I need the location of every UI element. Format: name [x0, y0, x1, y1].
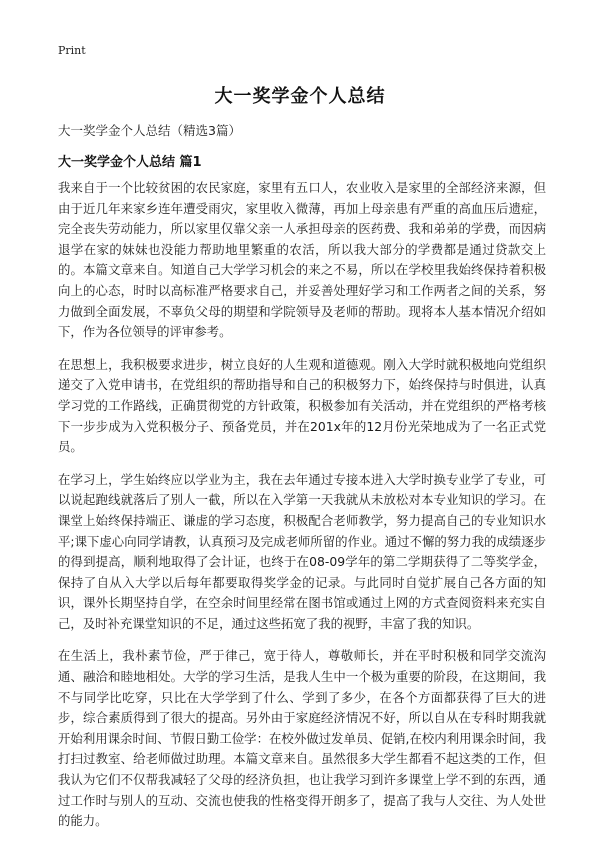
page-title: 大一奖学金个人总结: [214, 86, 386, 107]
article-body: [58, 178, 546, 844]
document-subtitle: 大一奖学金个人总结（精选3篇）: [58, 123, 241, 138]
paragraph-family-background: 我来自于一个比较贫困的农民家庭，家里有五口人，农业收入是家里的全部经济来源，但由于近几年来家乡连年遭受雨灾，家里收入微薄，再加上母亲患有严重的高血压后遗症，完全丧失劳动能力，所以家里仅靠父亲一人承担母亲的医药费、我和弟弟的学费，而因病退学在家的妹妹也没能力帮助地里繁重的农活，所以我大部分的学费都是通过贷款交上的。本篇文章来自。知道自己大学学习机会的来之不易，所以在学校里我始终保持着积极向上的心态，时时以高标准严格要求自己，并妥善处理好学习和工作两者之间的关系，努力做到全面发展，不辜负父母的期望和学院领导及老师的帮助。现将本人基本情况介绍如下，作为各位领导的评审参考。: [58, 180, 546, 340]
print-link[interactable]: Print: [58, 44, 86, 57]
paragraph-life: 在生活上，我朴素节俭，严于律己，宽于待人，尊敬师长，并在平时积极和同学交流沟通、融洽和睦地相处。大学的学习生活，是我人生中一个极为重要的阶段，在这期间，我不与同学比吃穿，只比在大学学到了什么、学到了多少，在各个方面都获得了巨大的进步，综合素质得到了很大的提高。另外由于家庭经济情况不好，所以自从在专科时期我就开始利用课余时间、节假日勤工俭学：在校外做过发单员、促销,在校内利用课余时间，我打扫过教室、给老师做过助理。本篇文章来自。虽然很多大学生都看不起这类的工作，但我认为它们不仅帮我减轻了父母的经济负担，也让我学习到许多课堂上学不到的东西，通过工作时与别人的互动、交流也使我的性格变得开朗多了，提高了我与人交往、为人处世的能力。: [58, 648, 546, 829]
paragraph-study: 在学习上，学生始终应以学业为主，我在去年通过专接本进入大学时换专业学了专业，可以说起跑线就落后了别人一截，所以在入学第一天我就从未放松对本专业知识的学习。在课堂上始终保持端正、谦虚的学习态度，积极配合老师教学，努力提高自己的专业知识水平;课下虚心向同学请教，认真预习及完成老师所留的作业。通过不懈的努力我的成绩逐步的得到提高，顺利地取得了会计证，也终于在08-09学年的第二学期获得了二等奖学金，保持了自从入大学以后每年都要取得奖学金的记录。与此同时自觉扩展自己各方面的知识，课外长期坚持自学，在空余时间里经常在图书馆或通过上网的方式查阅资料来充实自己，及时补充课堂知识的不足，通过这些拓宽了我的视野，丰富了我的知识。: [58, 471, 546, 631]
section-heading: 大一奖学金个人总结 篇1: [58, 155, 202, 170]
paragraph-ideology: 在思想上，我积极要求进步，树立良好的人生观和道德观。刚入大学时就积极地向党组织递交了入党申请书，在党组织的帮助指导和自己的积极努力下，始终保持与时俱进，认真学习党的工作路线，正确贯彻党的方针政策，积极参加有关活动，并在党组织的严格考核下一步步成为入党积极分子、预备党员，并在201x年的12月份光荣地成为了一名正式党员。: [58, 356, 546, 455]
